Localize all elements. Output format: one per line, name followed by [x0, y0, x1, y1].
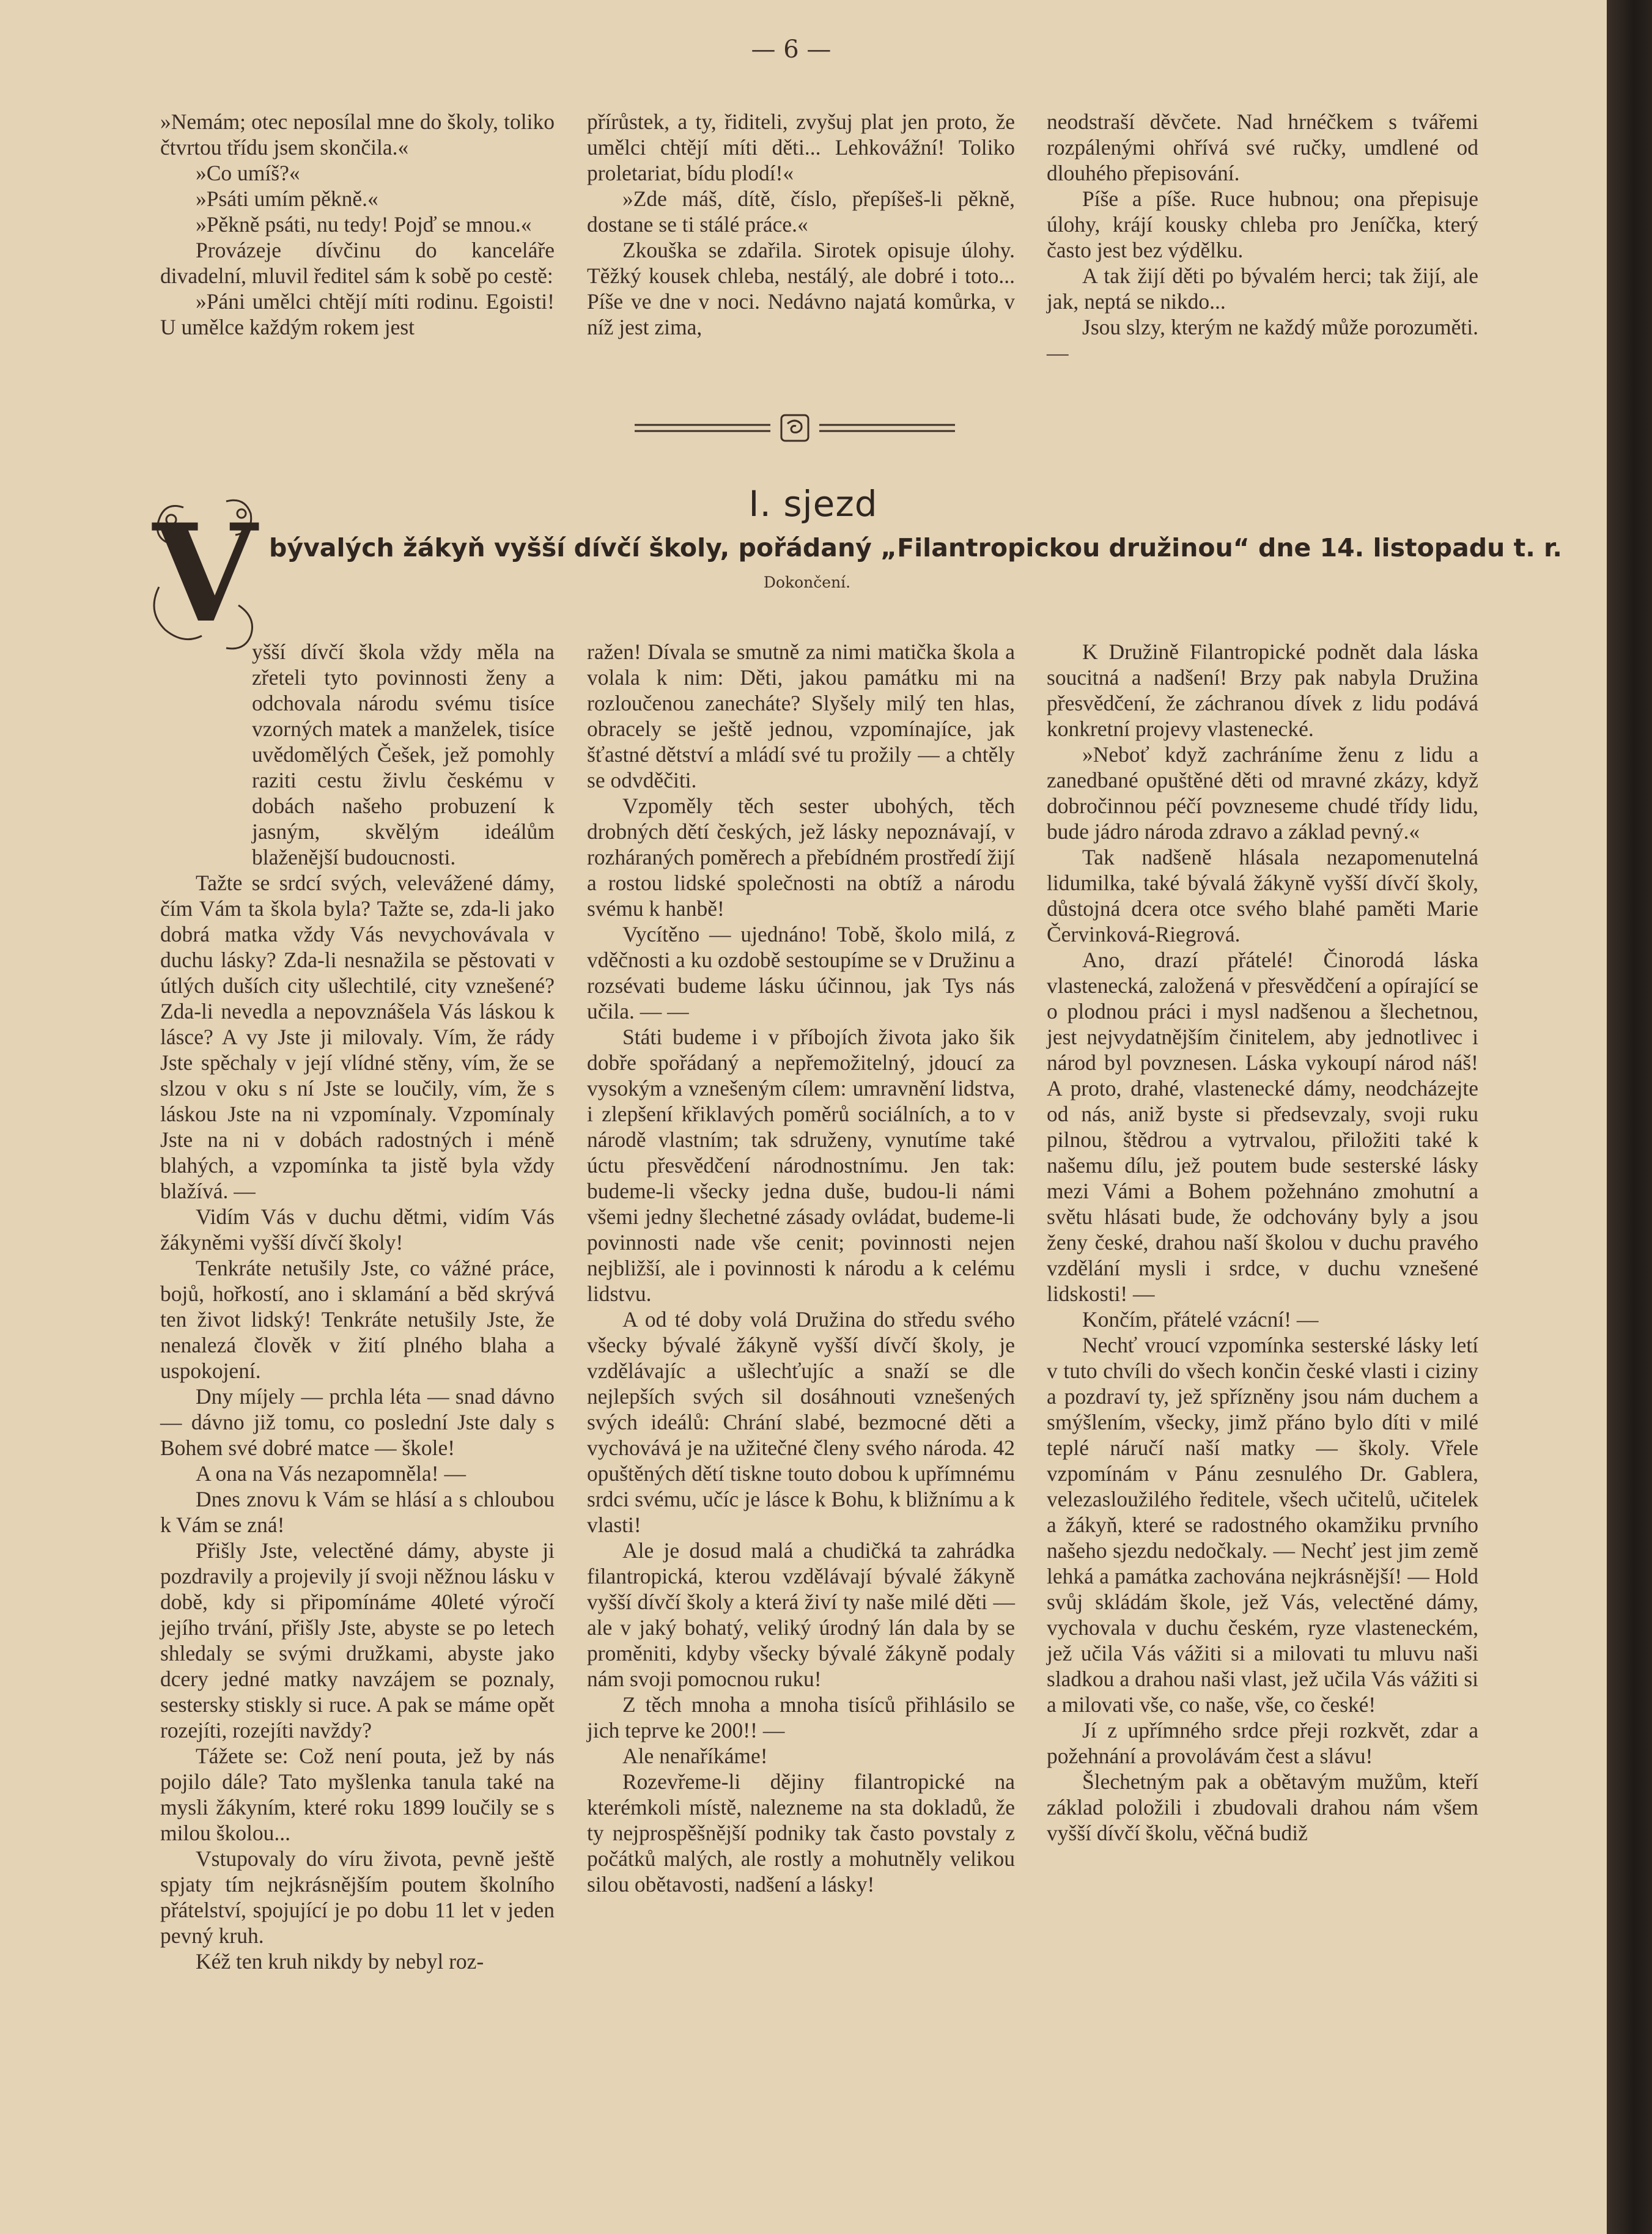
paragraph: Z těch mnoha a mnoha tisíců přihlásilo se jich teprve ke 200!! —: [587, 1692, 1015, 1742]
paragraph: ražen! Dívala se smutně za nimi matička škola a volala k nim: Děti, jakou památku mi na rozloučenou zanecháte? Slyšely milý ten hlas, obracely se ještě jednou, vzpomínajíce, jak šťastné dětství a mládí své tu prožily — a chtěly se odvděčiti.: [587, 640, 1015, 792]
initial-letter: V: [152, 495, 257, 652]
paragraph: »Co umíš?«: [196, 161, 300, 185]
paragraph: A od té doby volá Družina do středu svého všecky bývalé žákyně vyšší dívčí školy, je vzdělávajíc a ušlechťujíc a snaží se dle nejlepších svých sil dosáhnouti vznešených svých ideálů: Chrání slabé, bezmocné děti a vychovává je na užitečné členy svého národa. 42 opuštěných dětí tiskne touto dobou k upřímnému srdci svému, učíc je lásce k Bohu, k bližnímu a k vlasti!: [587, 1307, 1015, 1537]
paragraph: Dnes znovu k Vám se hlásí a s chloubou k Vám se zná!: [160, 1487, 555, 1537]
paragraph: Tak nadšeně hlásala nezapomenutelná lidumilka, také bývalá žákyně vyšší dívčí školy, důstojná dcera otce svého blahé paměti Marie Červinková-Riegrová.: [1047, 845, 1478, 946]
paragraph: Nechť vroucí vzpomínka sesterské lásky letí v tuto chvíli do všech končin české vlasti i ciziny a pozdraví ty, jež spřízněny jsou nám duchem a smýšlením, všecky, jimž přáno bylo díti v milé teplé náručí naší matky — školy. Vřele vzpomínám v Pánu zesnulého Dr. Gablera, velezasloužilého ředitele, všech učitelů, učitelek a žákyň, které se radostného okamžiku prvního našeho sjezdu nedočkaly. — Nechť jest jim země lehká a památka zachována nejkrásnější! — Hold svůj skládám škole, jež Vás, velectěné dámy, vychovala v duchu českém, ryze vlasteneckém, jež učila Vás vážiti si a milovati tu mluvu naši sladkou a drahou naši vlast, jež učila Vás vážiti si a milovati vše, co naše, vše, co české!: [1047, 1333, 1478, 1717]
book-binding-edge: [1607, 0, 1652, 2234]
paragraph: »Zde máš, dítě, číslo, přepíšeš-li pěkně, dostane se ti stálé práce.«: [587, 186, 1015, 237]
paragraph: Vstupovaly do víru života, pevně ještě spjaty tím nejkrásnějším poutem školního přátelství, spojující je po dobu 11 let v jeden pevný kruh.: [160, 1846, 555, 1948]
paragraph: Dny míjely — prchla léta — snad dávno — dávno již tomu, co poslední Jste daly s Bohem své dobré matce — škole!: [160, 1384, 555, 1460]
paragraph: Vidím Vás v duchu dětmi, vidím Vás žákyněmi vyšší dívčí školy!: [160, 1204, 555, 1255]
paragraph: Rozevřeme-li dějiny filantropické na kterémkoli místě, nalezneme na sta dokladů, že ty nejprospěšnější podniky tak často povstaly z počátků malých, ale rostly a mohutněly velikou silou obětavosti, nadšení a lásky!: [587, 1769, 1015, 1897]
paragraph: A ona na Vás nezapomněla! —: [196, 1461, 466, 1486]
paragraph: Končím, přátelé vzácní! —: [1082, 1307, 1319, 1332]
article-column-1: [160, 639, 555, 1974]
paragraph: Zkouška se zdařila. Sirotek opisuje úlohy. Těžký kousek chleba, nestálý, ale dobré i toto... Píše ve dne v noci. Nedávno najatá komůrka, v níž jest zima,: [587, 238, 1015, 339]
article-title: I. sjezd: [748, 483, 878, 525]
paragraph: Kéž ten kruh nikdy by nebyl roz-: [196, 1949, 484, 1974]
paragraph: Vzpoměly těch sester ubohých, těch drobných dětí českých, jež lásky nepoznávají, v rozháraných poměrech a přebídném prostředí žijí a rostou lidské společnosti na obtíž a národu svému k hanbě!: [587, 794, 1015, 921]
top-column-2: [587, 109, 1015, 340]
paragraph: neodstraší děvčete. Nad hrnéčkem s tvářemi rozpálenými ohřívá své ručky, umdlené od dlouhého přepisování.: [1047, 109, 1478, 185]
top-column-1: [160, 109, 555, 340]
paragraph: Šlechetným pak a obětavým mužům, kteří základ položili i zbudovali drahou nám všem vyšší dívčí školu, věčná budiž: [1047, 1769, 1478, 1845]
paragraph: »Nemám; otec neposílal mne do školy, toliko čtvrtou třídu jsem skončila.«: [160, 109, 555, 160]
paragraph: A tak žijí děti po bývalém herci; tak žijí, ale jak, neptá se nikdo...: [1047, 264, 1478, 314]
paragraph: Jsou slzy, kterým ne každý může porozuměti. —: [1047, 315, 1478, 365]
paragraph: Státi budeme i v příbojích života jako šik dobře spořádaný a nepřemožitelný, jdoucí za vysokým a vznešeným cílem: umravnění lidstva, i zlepšení křiklavých poměrů sociálních, a to v národě vlastním; tak sdruženy, vynutíme také úctu přesvědčení národnostnímu. Jen tak: budeme-li všecky jedna duše, budou-li námi všemi jedny šlechetné zásady ovládat, budeme-li povinnosti nade vše cenit; povinnosti nejen nejbližší, ale i povinnosti k národu a k celému lidstvu.: [587, 1025, 1015, 1306]
paragraph: »Pěkně psáti, nu tedy! Pojď se mnou.«: [196, 212, 532, 237]
paragraph: Píše a píše. Ruce hubnou; ona přepisuje úlohy, krájí kousky chleba pro Jeníčka, který často jest bez výdělku.: [1047, 186, 1478, 262]
paragraph: Tážete se: Což není pouta, jež by nás pojilo dále? Tato myšlenka tanula také na mysli žákyním, které roku 1899 loučily se s milou školou...: [160, 1744, 555, 1845]
paragraph: Ale je dosud malá a chudičká ta zahrádka filantropická, kterou vzdělávají bývalé žákyně vyšší dívčí školy a která živí ty naše milé děti — ale v jaký bohatý, veliký úrodný lán dala by se proměniti, kdyby všecky bývalé žákyně podaly nám svoji pomocnou ruku!: [587, 1538, 1015, 1691]
paragraph: Přišly Jste, velectěné dámy, abyste ji pozdravily a projevily jí svoji něžnou lásku v době, kdy si připomínáme 40leté výročí jejího trvání, přišly Jste, abyste se po letech shledaly se svými družkami, abyste jako dcery jedné matky navzájem se poznaly, sestersky stiskly si ruce. A pak se máme opět rozejíti, rozejíti navždy?: [160, 1538, 555, 1742]
top-column-3: [1047, 109, 1478, 366]
paragraph: »Páni umělci chtějí míti rodinu. Egoisti! U umělce každým rokem jest: [160, 289, 555, 339]
paragraph: »Psáti umím pěkně.«: [196, 186, 378, 211]
paragraph: přírůstek, a ty, řiditeli, zvyšuj plat jen proto, že umělci chtějí míti děti... Lehkovážní! Toliko proletariat, bídu plodí!«: [587, 109, 1015, 185]
article-column-2: [587, 639, 1015, 1897]
continuation-note: Dokončení.: [763, 573, 851, 591]
paragraph: Tažte se srdcí svých, velevážené dámy, čím Vám ta škola byla? Tažte se, zda-li jako dobrá matka vždy Vás nevychovávala v duchu lásky? Zda-li nesnažila se pěstovati v útlých duších city ušlechtilé, city vznešené? Zda-li nevedla a nepovznášela Vás láskou k lásce? A vy Jste ji milovaly. Vím, že rády Jste spěchaly v její vlídné stěny, vím, že se slzou v oku s ní Jste se loučily, vím, že s láskou Jste na ni vzpomínaly. Vzpomínaly Jste na ni v dobách radostných i méně blahých, a vzpomínka ta jistě byla vždy blažívá. —: [160, 871, 555, 1203]
section-divider-ornament: [630, 407, 960, 449]
paragraph: »Neboť když zachráníme ženu z lidu a zanedbané opuštěné děti od mravné zkázy, když dobročinnou péčí povzneseme chudé třídy lidu, bude jádro národa zdravo a základ pevný.«: [1047, 742, 1478, 844]
page-number: — 6 —: [751, 35, 832, 64]
article-column-3: [1047, 639, 1478, 1846]
article-subtitle: bývalých žákyň vyšší dívčí školy, pořádaný „Filantropickou družinou“ dne 14. listopadu t. r.: [269, 533, 1563, 562]
paragraph: K Družině Filantropické podnět dala láska soucitná a nadšení! Brzy pak nabyla Družina přesvědčení, že záchranou dívek z lidu podává konkretní projevy vlastenecké.: [1047, 640, 1478, 741]
decorative-initial-v: [147, 495, 263, 660]
article-first-paragraph: yšší dívčí škola vždy měla na zřeteli tyto povinnosti ženy a odchovala národu svému tisíce vzorných matek a manželek, tisíce uvědomělých Češek, jež pomohly raziti cestu živlu českému v dobách našeho probuzení k jasným, skvělým ideálům blaženější budoucnosti.: [252, 640, 555, 869]
paragraph: Tenkráte netušily Jste, co vážné práce, bojů, hořkostí, ano i sklamání a běd skrývá ten život lidský! Tenkráte netušily Jste, že nenalezá člověk v žití plného blaha a uspokojení.: [160, 1256, 555, 1383]
paragraph: Ano, drazí přátelé! Činorodá láska vlastenecká, založená v přesvědčení a opírající se o plodnou práci i mysl nadšenou a šlechetnou, jest nejvydatnějším činitelem, aby jednotlivec i národ byl povznesen. Láska vykoupí národ náš! A proto, drahé, vlastenecké dámy, neodcházejte od nás, aniž byste si předsevzaly, svoji ruku pilnou, štědrou a vytrvalou, přiložiti také k našemu dílu, jež poutem bude sesterské lásky mezi Vámi a Bohem požehnáno zmohutní a světu hlásati bude, že odchovány byly a jsou ženy české, drahou naší školou v duchu pravého vzdělání mysli i srdce, v duchu vznešené lidskosti! —: [1047, 948, 1478, 1306]
paragraph: Jí z upřímného srdce přeji rozkvět, zdar a požehnání a provolávám čest a slávu!: [1047, 1718, 1478, 1768]
paragraph: Provázeje dívčinu do kanceláře divadelní, mluvil ředitel sám k sobě po cestě:: [160, 238, 555, 288]
paragraph: Vycítěno — ujednáno! Tobě, školo milá, z vděčnosti a ku ozdobě sestoupíme se v Družinu a rozsévati budeme lásku účinnou, jak Tys nás učila. — —: [587, 922, 1015, 1023]
paragraph: Ale nenaříkáme!: [622, 1744, 768, 1768]
